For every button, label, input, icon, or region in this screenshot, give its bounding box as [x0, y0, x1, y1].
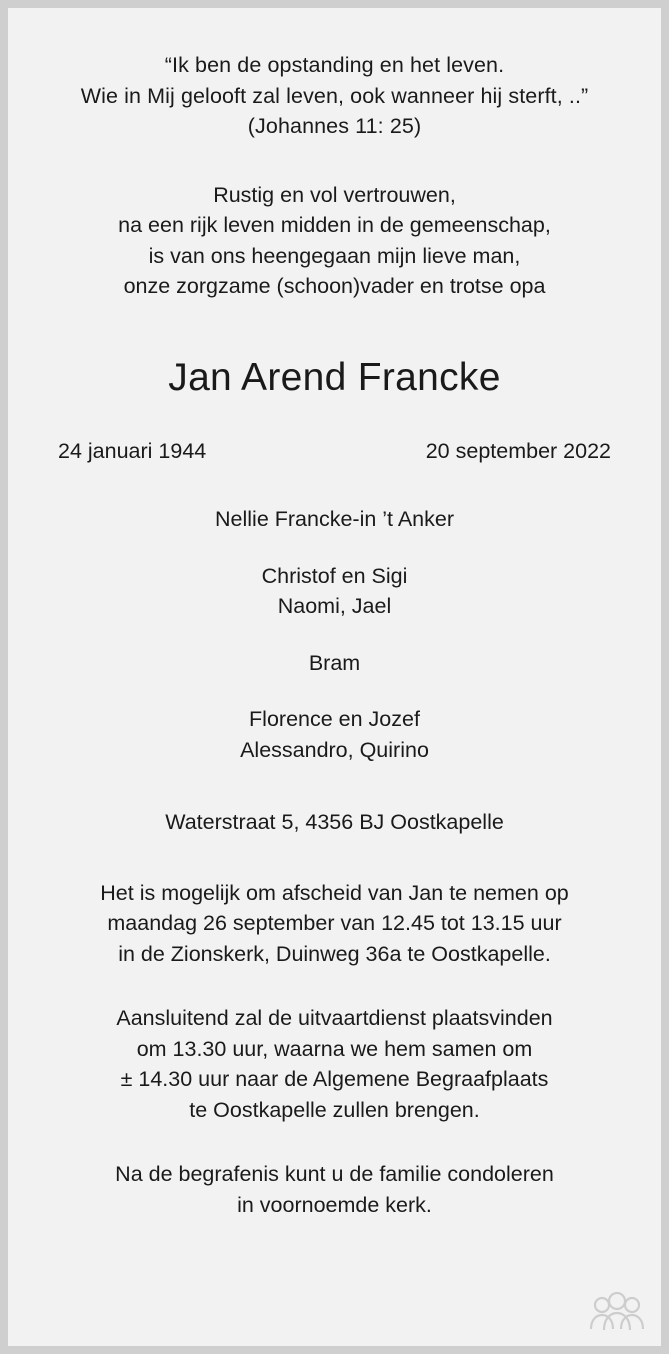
family-group — [8, 648, 661, 679]
paragraph-line: te Oostkapelle zullen brengen. — [189, 1097, 480, 1122]
memorial-content — [8, 8, 661, 1220]
farewell-paragraph — [8, 878, 661, 970]
family-group-icon — [589, 1292, 645, 1332]
paragraph-line: maandag 26 september van 12.45 tot 13.15 uur — [107, 911, 562, 936]
deceased-name: Jan Arend Francke — [168, 355, 501, 399]
paragraph-line: Aansluitend zal de uitvaartdienst plaatsvinden — [116, 1006, 553, 1031]
family-group — [8, 561, 661, 622]
paragraph-line: om 13.30 uur, waarna we hem samen om — [136, 1036, 533, 1061]
family-main: Florence en Jozef — [249, 707, 420, 732]
family-sub: Alessandro, Quirino — [240, 737, 429, 762]
family-group — [8, 504, 661, 535]
paragraph-line: in de Zionskerk, Duinweg 36a te Oostkapelle. — [118, 941, 551, 966]
family-sub: Naomi, Jael — [277, 594, 392, 619]
paragraph-line: in voornoemde kerk. — [237, 1192, 432, 1217]
service-paragraph — [8, 1003, 661, 1125]
intro-line-1: Rustig en vol vertrouwen, — [213, 182, 456, 207]
family-group — [8, 704, 661, 765]
intro-line-4: onze zorgzame (schoon)vader en trotse opa — [123, 274, 546, 299]
memorial-card — [8, 8, 661, 1346]
life-dates — [8, 439, 661, 464]
condolence-paragraph — [8, 1159, 661, 1220]
family-list — [8, 504, 661, 765]
intro-line-3: is van ons heengegaan mijn lieve man, — [148, 243, 521, 268]
family-main: Nellie Francke-in ’t Anker — [215, 506, 454, 531]
birth-date: 24 januari 1944 — [58, 438, 207, 463]
quote-line-3: (Johannes 11: 25) — [247, 114, 422, 139]
family-main: Bram — [308, 650, 361, 675]
intro-line-2: na een rijk leven midden in de gemeenschap, — [118, 213, 551, 238]
family-address: Waterstraat 5, 4356 BJ Oostkapelle — [165, 810, 504, 835]
paragraph-line: ± 14.30 uur naar de Algemene Begraafplaats — [120, 1067, 549, 1092]
intro-text — [8, 180, 661, 302]
death-date: 20 september 2022 — [425, 438, 611, 463]
quote-line-2: Wie in Mij gelooft zal leven, ook wanneer hij sterft, ..” — [80, 83, 589, 108]
paragraph-line: Het is mogelijk om afscheid van Jan te nemen op — [100, 880, 569, 905]
family-main: Christof en Sigi — [261, 563, 408, 588]
scripture-quote — [8, 50, 661, 142]
paragraph-line: Na de begrafenis kunt u de familie condoleren — [115, 1162, 554, 1187]
quote-line-1: “Ik ben de opstanding en het leven. — [164, 53, 505, 77]
